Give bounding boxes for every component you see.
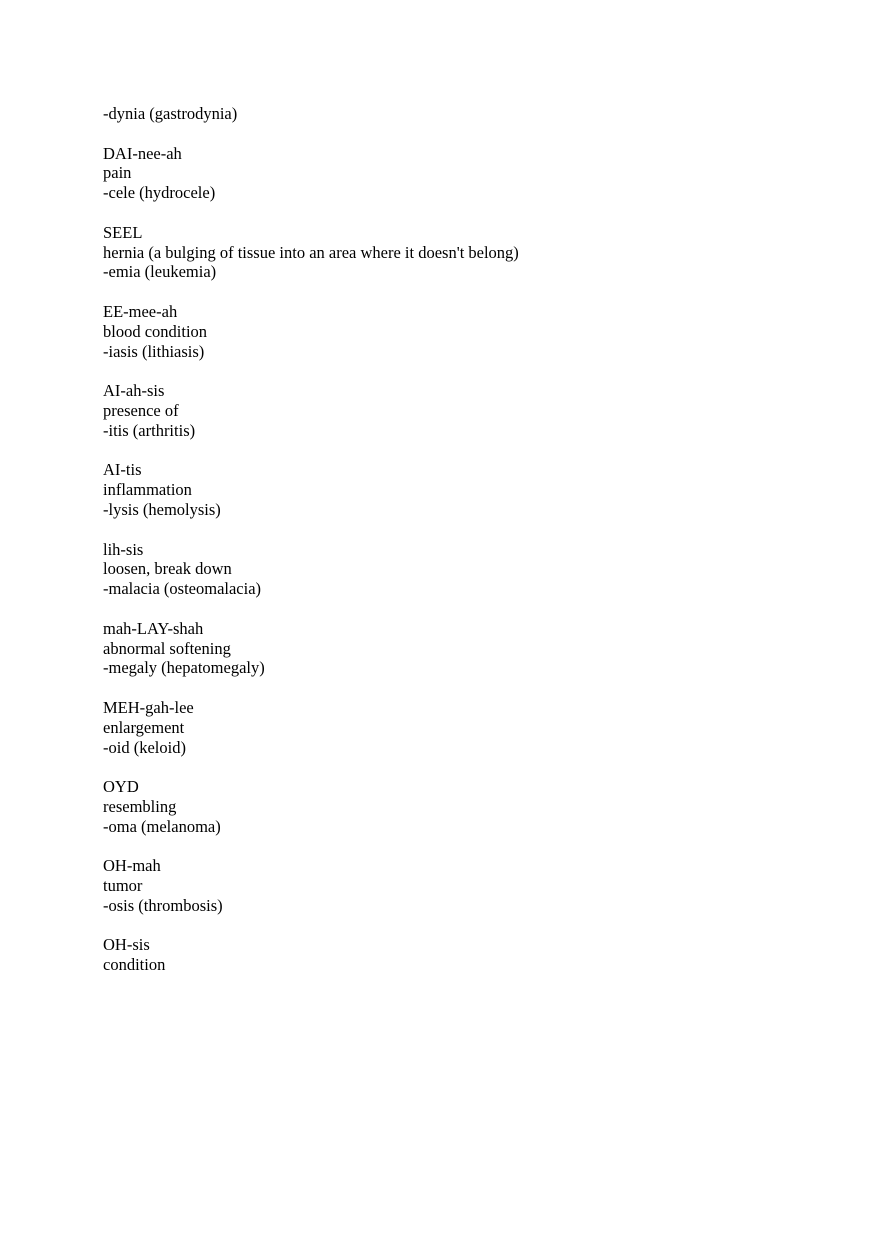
text-line: lih-sis (103, 539, 144, 559)
text-line: condition (103, 955, 166, 975)
text-line: enlargement (103, 717, 185, 737)
text-line: -emia (leukemia) (103, 262, 217, 282)
text-line: OYD (103, 777, 139, 797)
text-line: -dynia (gastrodynia) (103, 104, 238, 123)
text-line: MEH-gah-lee (103, 697, 194, 717)
blank-line (103, 836, 803, 856)
blank-line (103, 203, 803, 223)
blank-line (103, 361, 803, 381)
text-line: resembling (103, 796, 177, 816)
document-page (103, 104, 803, 975)
blank-line (103, 520, 803, 540)
blank-line (103, 124, 803, 144)
text-line: EE-mee-ah (103, 301, 178, 321)
text-line: AI-ah-sis (103, 381, 165, 401)
text-line: inflammation (103, 480, 192, 500)
text-line: DAI-nee-ah (103, 143, 182, 163)
text-line: -lysis (hemolysis) (103, 499, 221, 519)
blank-line (103, 441, 803, 461)
blank-line (103, 599, 803, 619)
text-line: AI-tis (103, 460, 142, 480)
text-line: presence of (103, 400, 179, 420)
text-line: -oma (melanoma) (103, 816, 221, 836)
text-line: OH-mah (103, 856, 161, 876)
text-line: pain (103, 163, 132, 183)
text-line: -malacia (osteomalacia) (103, 579, 262, 599)
text-line: -cele (hydrocele) (103, 183, 216, 203)
text-line: -megaly (hepatomegaly) (103, 658, 265, 678)
blank-line (103, 282, 803, 302)
text-line: hernia (a bulging of tissue into an area where it doesn't belong) (103, 242, 519, 262)
text-line: mah-LAY-shah (103, 618, 204, 638)
text-line: -itis (arthritis) (103, 420, 196, 440)
text-line: abnormal softening (103, 638, 231, 658)
blank-line (103, 757, 803, 777)
text-line: -iasis (lithiasis) (103, 341, 205, 361)
text-line: OH-sis (103, 935, 150, 955)
text-line: tumor (103, 876, 143, 896)
document-text (103, 104, 803, 975)
blank-line (103, 916, 803, 936)
text-line: -osis (thrombosis) (103, 895, 223, 915)
text-line: SEEL (103, 222, 143, 242)
text-line: loosen, break down (103, 559, 232, 579)
text-line: blood condition (103, 321, 208, 341)
text-line: -oid (keloid) (103, 737, 186, 757)
blank-line (103, 678, 803, 698)
